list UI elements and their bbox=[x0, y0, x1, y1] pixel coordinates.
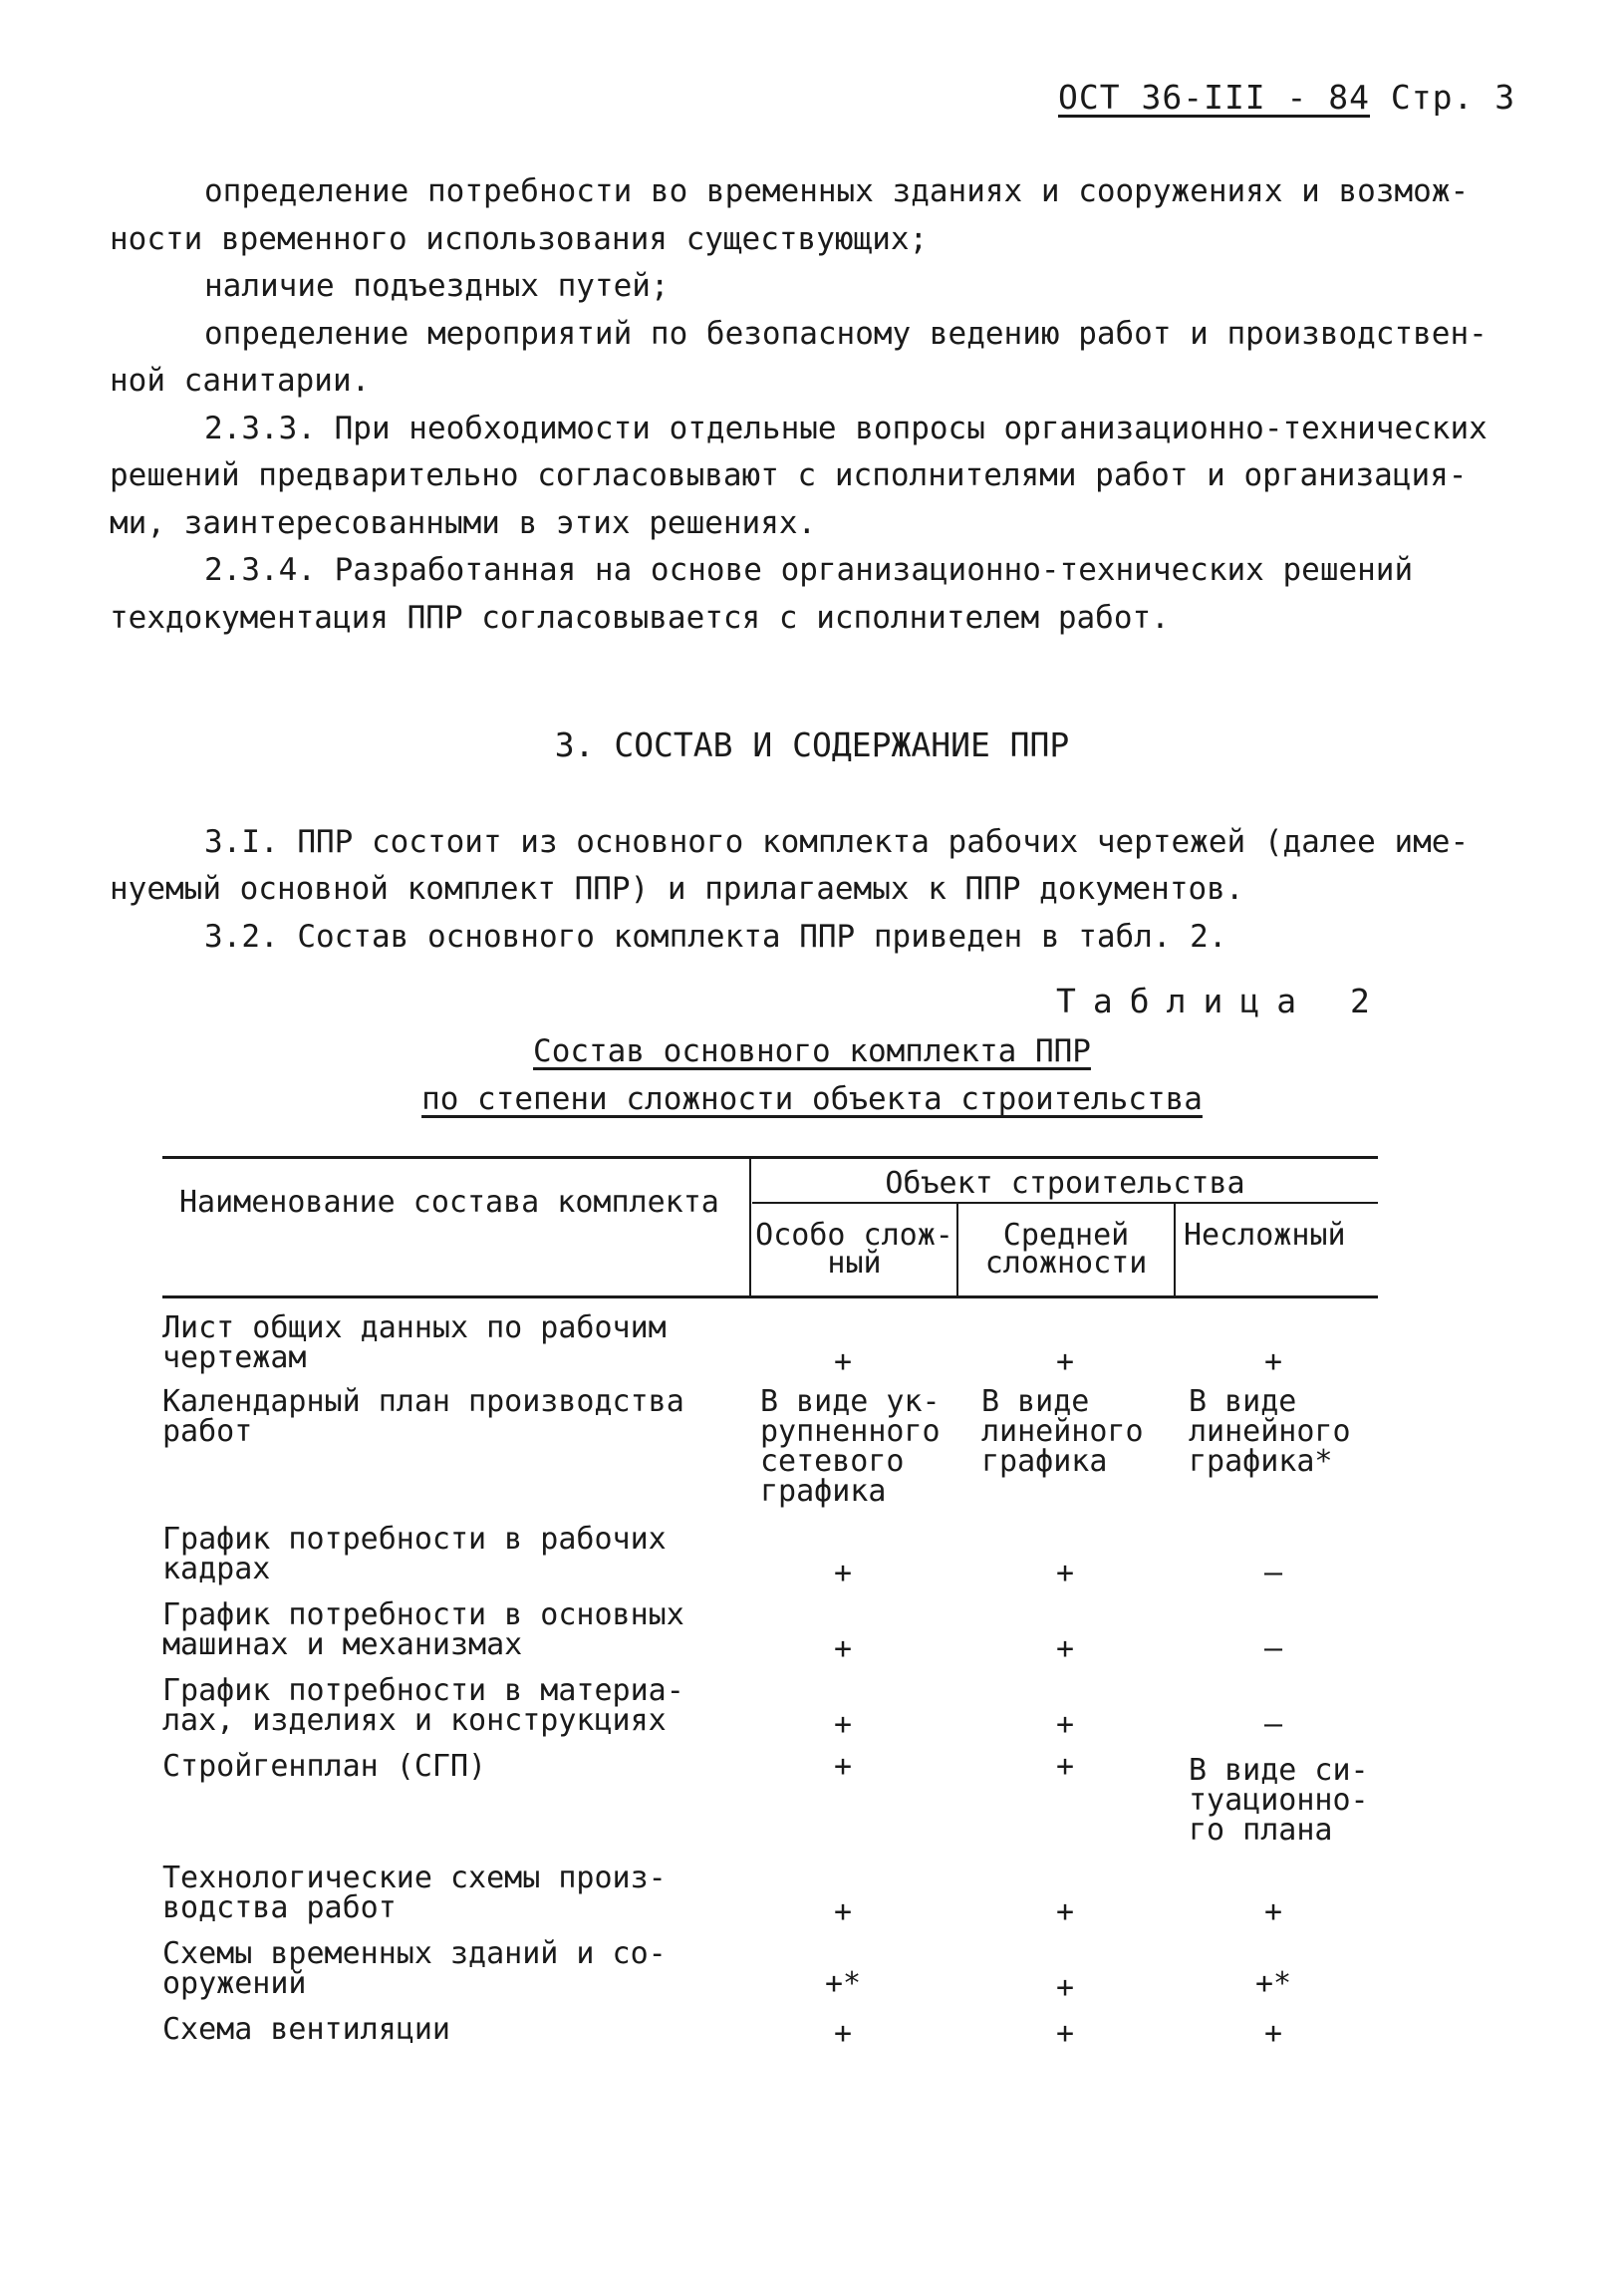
col-header-group: Объект строительства bbox=[885, 1166, 1245, 1201]
cell-medium-complexity: В виде линейного графика bbox=[981, 1384, 1144, 1479]
paragraph-line: наличие подъездных путей; bbox=[204, 268, 670, 304]
cell-especially-complex: + bbox=[833, 1749, 853, 1784]
cell-simple: В виде си- туационно- го плана bbox=[1189, 1753, 1369, 1848]
paragraph-line: 2.3.3. При необходимости отдельные вопросы организационно-технических bbox=[204, 411, 1488, 446]
cell-medium-complexity: + bbox=[1055, 1894, 1075, 1929]
table-row bbox=[162, 1597, 1378, 1670]
table-row bbox=[162, 1522, 1378, 1594]
row-name: График потребности в материа- лах, изделиях и конструкциях bbox=[162, 1673, 684, 1738]
paragraph-line: техдокументация ППР согласовывается с исполнителем работ. bbox=[110, 600, 1170, 636]
cell-especially-complex: + bbox=[833, 1631, 853, 1666]
page-header bbox=[1058, 78, 1515, 117]
paragraph-line: ной санитарии. bbox=[110, 363, 371, 399]
col-header-name: Наименование состава комплекта bbox=[179, 1185, 719, 1220]
paragraph-line: определение мероприятий по безопасному ведению работ и производствен- bbox=[204, 316, 1488, 352]
row-name: Схемы временных зданий и со- оружений bbox=[162, 1936, 667, 2001]
cell-simple: + bbox=[1263, 1894, 1283, 1929]
cell-especially-complex: + bbox=[833, 1707, 853, 1742]
table-col-divider bbox=[1174, 1204, 1176, 1295]
row-name: Стройгенплан (СГП) bbox=[162, 1749, 487, 1784]
table-group-rule bbox=[752, 1202, 1378, 1204]
cell-especially-complex: + bbox=[833, 1344, 853, 1379]
section-title: 3. СОСТАВ И СОДЕРЖАНИЕ ППР bbox=[554, 725, 1070, 764]
cell-medium-complexity: + bbox=[1055, 2016, 1075, 2051]
table-label: Таблица 2 bbox=[1056, 982, 1387, 1020]
col-header-medium-complexity: Средней bbox=[1002, 1218, 1130, 1253]
table-caption-line: по степени сложности объекта строительства bbox=[421, 1081, 1203, 1117]
cell-especially-complex: + bbox=[833, 1556, 853, 1590]
cell-medium-complexity: + bbox=[1055, 1631, 1075, 1666]
table-caption-line: Состав основного комплекта ППР bbox=[533, 1033, 1091, 1069]
row-name: Схема вентиляции bbox=[162, 2012, 450, 2047]
paragraph-line: ности временного использования существующих; bbox=[110, 221, 929, 257]
table-row bbox=[162, 1749, 1378, 1852]
cell-especially-complex: +* bbox=[824, 1966, 862, 2001]
table-row bbox=[162, 1861, 1378, 1933]
row-name: График потребности в рабочих кадрах bbox=[162, 1522, 667, 1586]
cell-simple: – bbox=[1263, 1556, 1283, 1590]
paragraph-line: ми, заинтересованными в этих решениях. bbox=[110, 505, 817, 541]
table-row bbox=[162, 1936, 1378, 2009]
table-col-divider bbox=[749, 1158, 751, 1295]
paragraph-line: решений предварительно согласовывают с исполнителями работ и организация- bbox=[110, 457, 1468, 493]
cell-medium-complexity: + bbox=[1055, 1556, 1075, 1590]
table-row bbox=[162, 2012, 1378, 2055]
row-name: График потребности в основных машинах и механизмах bbox=[162, 1597, 684, 1662]
cell-medium-complexity: + bbox=[1055, 1707, 1075, 1742]
cell-medium-complexity: + bbox=[1055, 1970, 1075, 2005]
cell-simple: + bbox=[1263, 2016, 1283, 2051]
document-code: ОСТ 36-III - 84 bbox=[1058, 78, 1371, 117]
cell-simple: +* bbox=[1254, 1966, 1292, 2001]
table-top-rule bbox=[162, 1156, 1378, 1159]
table-row bbox=[162, 1673, 1378, 1746]
cell-medium-complexity: + bbox=[1055, 1344, 1075, 1379]
cell-especially-complex: + bbox=[833, 2016, 853, 2051]
paragraph-line: 3.I. ППР состоит из основного комплекта рабочих чертежей (далее име- bbox=[204, 824, 1470, 860]
row-name: Технологические схемы произ- водства работ bbox=[162, 1861, 667, 1925]
col-header-medium-complexity: сложности bbox=[984, 1246, 1148, 1281]
cell-simple: – bbox=[1263, 1707, 1283, 1742]
table-row bbox=[162, 1310, 1378, 1383]
cell-medium-complexity: + bbox=[1055, 1749, 1075, 1784]
page-number: Стр. 3 bbox=[1390, 78, 1516, 117]
cell-simple: В виде линейного графика* bbox=[1189, 1384, 1351, 1479]
cell-especially-complex: В виде ук- рупненного сетевого графика bbox=[760, 1384, 941, 1509]
cell-simple: – bbox=[1263, 1631, 1283, 1666]
paragraph-line: 2.3.4. Разработанная на основе организационно-технических решений bbox=[204, 552, 1414, 588]
cell-especially-complex: + bbox=[833, 1894, 853, 1929]
paragraph-line: определение потребности во временных зданиях и сооружениях и возмож- bbox=[204, 173, 1470, 209]
paragraph-line: 3.2. Состав основного комплекта ППР приведен в табл. 2. bbox=[204, 919, 1227, 955]
col-header-simple: Несложный bbox=[1184, 1218, 1346, 1253]
table-caption bbox=[0, 1033, 1624, 1069]
col-header-especially-complex: Особо слож- bbox=[755, 1218, 953, 1253]
row-name: Лист общих данных по рабочим чертежам bbox=[162, 1310, 667, 1375]
table-row bbox=[162, 1384, 1378, 1512]
table-header-rule bbox=[162, 1295, 1378, 1298]
col-header-especially-complex: ный bbox=[827, 1246, 882, 1281]
row-name: Календарный план производства работ bbox=[162, 1384, 684, 1449]
cell-simple: + bbox=[1263, 1344, 1283, 1379]
paragraph-line: нуемый основной комплект ППР) и прилагаемых к ППР документов. bbox=[110, 871, 1244, 907]
table-caption bbox=[0, 1081, 1624, 1117]
